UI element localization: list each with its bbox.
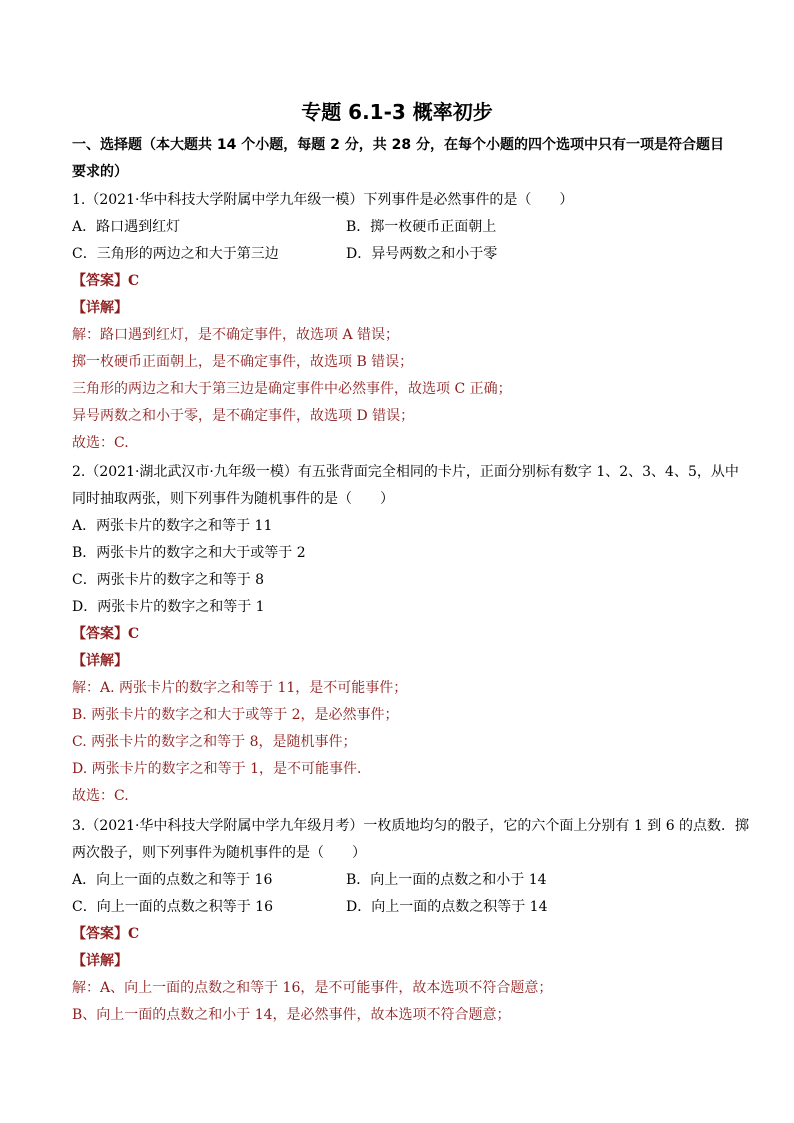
section-heading: 一、选择题（本大题共 14 个小题，每题 2 分，共 28 分，在每个小题的四个选项中只有一项是符合题目要求的） <box>72 137 724 180</box>
question-2-option-d: D．两张卡片的数字之和等于 1 <box>72 599 265 615</box>
question-2-answer: 【答案】C <box>72 626 140 642</box>
question-3-explanation-line: B、向上一面的点数之和小于 14，是必然事件，故本选项不符合题意； <box>72 1007 511 1023</box>
question-2-stem-line-1: 2.（2021·湖北武汉市·九年级一模）有五张背面完全相同的卡片，正面分别标有数字 1、2、3、4、5，从中 <box>72 464 739 480</box>
question-3-stem-line-1: 3.（2021·华中科技大学附属中学九年级月考）一枚质地均匀的骰子，它的六个面上分别有 1 到 6 的点数．掷 <box>72 818 750 834</box>
question-1-explanation-line: 解：路口遇到红灯，是不确定事件，故选项 A 错误； <box>72 327 400 343</box>
question-1-option-c: C．三角形的两边之和大于第三边 <box>72 246 279 262</box>
question-3-stem-line-2: 两次骰子，则下列事件为随机事件的是（ ） <box>72 845 366 861</box>
question-1-stem: 1.（2021·华中科技大学附属中学九年级一模）下列事件是必然事件的是（ ） <box>72 192 574 208</box>
page-title: 专题 6.1-3 概率初步 <box>301 100 493 124</box>
question-3-answer: 【答案】C <box>72 926 140 942</box>
question-2-option-b: B．两张卡片的数字之和大于或等于 2 <box>72 545 306 561</box>
question-3-option-a: A．向上一面的点数之和等于 16 <box>72 872 273 888</box>
question-2-explanation-line: D. 两张卡片的数字之和等于 1，是不可能事件． <box>72 761 371 777</box>
question-1-explanation-line: 异号两数之和小于零，是不确定事件，故选项 D 错误； <box>72 408 415 424</box>
question-2-detail-label: 【详解】 <box>72 653 128 669</box>
question-2-option-a: A．两张卡片的数字之和等于 11 <box>72 518 273 534</box>
question-1-option-b: B．掷一枚硬币正面朝上 <box>346 219 497 235</box>
question-1-explanation-line: 故选：C. <box>72 435 129 451</box>
question-2-explanation-line: B. 两张卡片的数字之和大于或等于 2，是必然事件； <box>72 707 399 723</box>
question-1-answer: 【答案】C <box>72 273 140 289</box>
question-2-option-c: C．两张卡片的数字之和等于 8 <box>72 572 265 588</box>
question-1-detail-label: 【详解】 <box>72 300 128 316</box>
question-1-explanation-line: 三角形的两边之和大于第三边是确定事件中必然事件，故选项 C 正确； <box>72 381 512 397</box>
question-2-explanation-line: 解：A. 两张卡片的数字之和等于 11，是不可能事件； <box>72 680 408 696</box>
question-1-option-a: A．路口遇到红灯 <box>72 219 181 235</box>
question-2-stem-line-2: 同时抽取两张，则下列事件为随机事件的是（ ） <box>72 491 394 507</box>
question-3-explanation-line: 解：A、向上一面的点数之和等于 16，是不可能事件，故本选项不符合题意； <box>72 980 553 996</box>
question-1-explanation-line: 掷一枚硬币正面朝上，是不确定事件，故选项 B 错误； <box>72 354 414 370</box>
question-1-option-d: D．异号两数之和小于零 <box>346 246 498 262</box>
question-2-explanation-line: C. 两张卡片的数字之和等于 8，是随机事件； <box>72 734 357 750</box>
question-3-option-c: C．向上一面的点数之积等于 16 <box>72 899 273 915</box>
question-3-detail-label: 【详解】 <box>72 953 128 969</box>
question-3-option-b: B．向上一面的点数之和小于 14 <box>346 872 547 888</box>
question-2-explanation-line: 故选：C. <box>72 788 129 804</box>
question-3-option-d: D．向上一面的点数之积等于 14 <box>346 899 548 915</box>
